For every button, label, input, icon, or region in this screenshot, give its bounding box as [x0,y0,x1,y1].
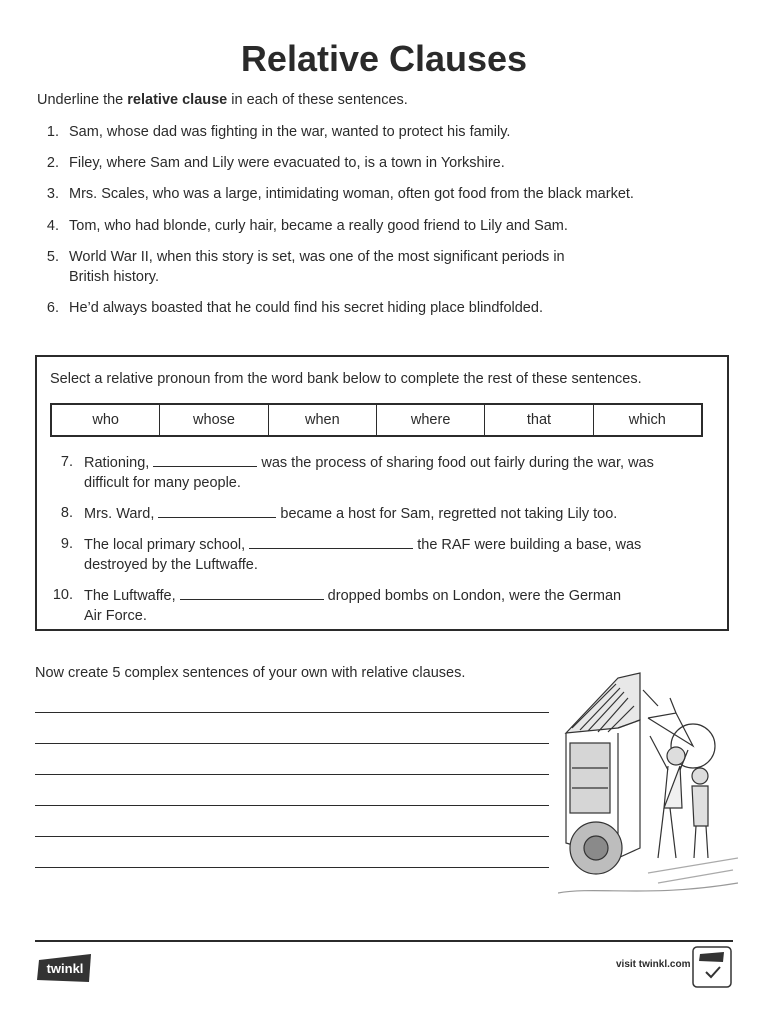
writing-line[interactable] [35,712,549,713]
writing-line[interactable] [35,836,549,837]
truck-illustration [558,658,738,908]
word-bank-section [35,355,729,631]
item-number: 9. [60,536,73,552]
writing-line[interactable] [35,774,549,775]
logo-text: twinkl [46,961,84,976]
item-number: 5. [46,249,59,265]
word-bank-cell: which [628,412,666,428]
word-bank-cell: that [485,405,593,435]
writing-line[interactable] [35,743,549,744]
footer-divider [35,940,733,942]
item-text: Mrs. Scales, who was a large, intimidating woman, often got food from the black market. [69,186,634,202]
writing-line[interactable] [35,867,549,868]
item-text: World War II, when this story is set, was one of the most significant periods in British history. [69,249,565,285]
word-bank-cell: where [377,405,485,435]
item-text: Filey, where Sam and Lily were evacuated to, is a town in Yorkshire. [69,155,505,171]
item-text: The local primary school, the RAF were building a base, was destroyed by the Luftwaffe. [84,534,684,575]
item-number: 2. [46,155,59,171]
page-title: Relative Clauses [240,38,528,79]
twinkl-logo[interactable] [35,950,95,986]
item-text: He’d always boasted that he could find his secret hiding place blindfolded. [69,300,543,316]
item-text: Mrs. Ward, became a host for Sam, regretted not taking Lily too. [84,503,684,524]
item-number: 3. [46,186,59,202]
item-text: The Luftwaffe, dropped bombs on London, were the German Air Force. [84,585,684,626]
word-bank-cell: who [52,405,160,435]
answer-blank[interactable] [180,585,324,600]
answer-blank[interactable] [153,452,257,467]
writing-line[interactable] [35,805,549,806]
word-bank-table [50,403,703,437]
section2-instruction: Select a relative pronoun from the word bank below to complete the rest of these sentences. [50,371,642,387]
quality-badge-icon [692,946,732,988]
item-number: 6. [46,300,59,316]
word-bank-cell: when [269,405,377,435]
answer-blank[interactable] [249,534,413,549]
section3-instruction: Now create 5 complex sentences of your own with relative clauses. [35,665,466,681]
item-number: 7. [60,454,73,470]
item-number: 8. [60,505,73,521]
answer-blank[interactable] [158,503,276,518]
item-number: 10. [52,587,73,603]
item-text: Sam, whose dad was fighting in the war, wanted to protect his family. [69,124,511,140]
item-number: 1. [46,124,59,140]
visit-link[interactable]: visit twinkl.com [616,959,691,970]
word-bank-cell: whose [160,405,268,435]
section1-instruction: Underline the relative clause in each of these sentences. [37,92,408,108]
item-number: 4. [46,218,59,234]
item-text: Tom, who had blonde, curly hair, became a really good friend to Lily and Sam. [69,218,568,234]
item-text: Rationing, was the process of sharing food out fairly during the war, was difficult for many people. [84,452,684,493]
